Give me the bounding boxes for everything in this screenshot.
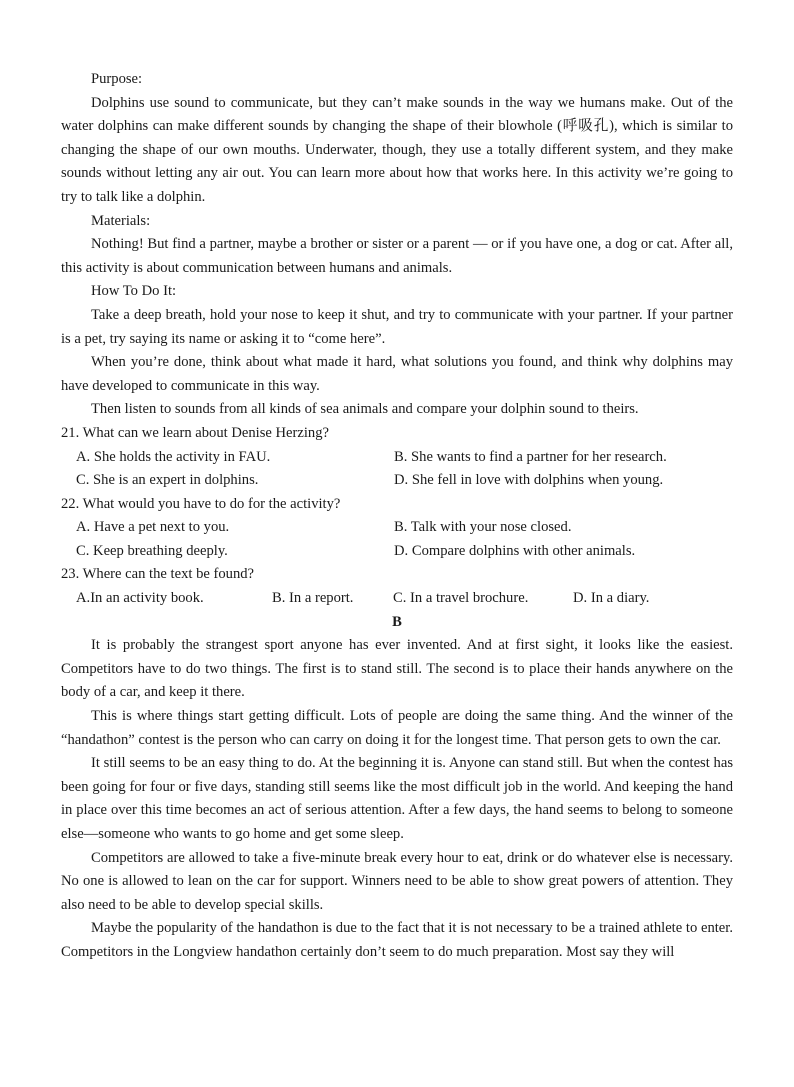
option-22-d: D. Compare dolphins with other animals. [394, 542, 636, 559]
purpose-paragraph: Dolphins use sound to communicate, but they can’t make sounds in the way we humans make. Out of the water dolphins can make different sounds by changing the shape of their blowhole (呼吸孔), which is similar to changing the shape of our own mouths. Underwater, though, they use a totally different system, and they make sounds without letting any air out. You can learn more about how that works here. In this activity we’re going to try to talk like a dolphin. [61, 94, 733, 205]
document-page [61, 68, 733, 965]
question-23-stem: 23. Where can the text be found? [61, 566, 255, 583]
passage-b-paragraph-5: Maybe the popularity of the handathon is due to the fact that it is not necessary to be a trained athlete to enter. Competitors in the Longview handathon certainly don’t seem to do much preparation. Most say they will [61, 920, 733, 960]
materials-heading: Materials: [91, 212, 151, 229]
question-23-options-row [61, 587, 733, 611]
option-23-d: D. In a diary. [573, 590, 650, 607]
materials-paragraph: Nothing! But find a partner, maybe a brother or sister or a parent — or if you have one, a dog or cat. After all, this activity is about communication between humans and animals. [61, 236, 733, 276]
option-22-c: C. Keep breathing deeply. [76, 542, 228, 559]
question-22-options-row-2 [61, 540, 733, 564]
question-21-options-row-1 [61, 446, 733, 470]
how-to-paragraph-1: Take a deep breath, hold your nose to keep it shut, and try to communicate with your partner. If your partner is a pet, try saying its name or asking it to “come here”. [61, 306, 733, 347]
passage-b-paragraph-4: Competitors are allowed to take a five-minute break every hour to eat, drink or do whatever else is necessary. No one is allowed to lean on the car for support. Winners need to be able to show great powers of attention. They also need to be able to develop special skills. [61, 849, 733, 913]
passage-b-paragraph-3: It still seems to be an easy thing to do. At the beginning it is. Anyone can stand still. But when the contest has been going for four or five days, standing still seems like the most difficult job in the world. And keeping the hand in place over this time becomes an act of serious attention. After a few days, the hand seems to belong to someone else—someone who wants to go home and get some sleep. [61, 755, 733, 842]
how-to-heading: How To Do It: [91, 283, 177, 300]
option-22-b: B. Talk with your nose closed. [394, 519, 572, 536]
option-21-b: B. She wants to find a partner for her research. [394, 448, 667, 465]
question-21-stem: 21. What can we learn about Denise Herzing? [61, 424, 329, 441]
option-23-b: B. In a report. [272, 590, 354, 607]
how-to-paragraph-3: Then listen to sounds from all kinds of sea animals and compare your dolphin sound to theirs. [91, 401, 639, 418]
section-b-label: B [392, 613, 402, 630]
passage-b-paragraph-1: It is probably the strangest sport anyone has ever invented. And at first sight, it looks like the easiest. Competitors have to do two things. The first is to stand still. The second is to place their hands anywhere on the body of a car, and keep it there. [61, 637, 733, 701]
option-23-a: A.In an activity book. [76, 590, 204, 607]
question-22-options-row-1 [61, 516, 733, 540]
option-21-a: A. She holds the activity in FAU. [76, 448, 271, 465]
purpose-heading: Purpose: [91, 71, 143, 87]
question-22-stem: 22. What would you have to do for the activity? [61, 495, 341, 512]
option-21-d: D. She fell in love with dolphins when young. [394, 472, 664, 489]
question-21-options-row-2 [61, 469, 733, 493]
passage-b-paragraph-2: This is where things start getting difficult. Lots of people are doing the same thing. And the winner of the “handathon” contest is the person who can carry on doing it for the longest time. That person gets to own the car. [61, 708, 733, 748]
option-22-a: A. Have a pet next to you. [76, 519, 230, 536]
option-23-c: C. In a travel brochure. [393, 590, 529, 607]
option-21-c: C. She is an expert in dolphins. [76, 472, 259, 489]
how-to-paragraph-2: When you’re done, think about what made it hard, what solutions you found, and think why dolphins may have developed to communicate in this way. [61, 354, 733, 394]
